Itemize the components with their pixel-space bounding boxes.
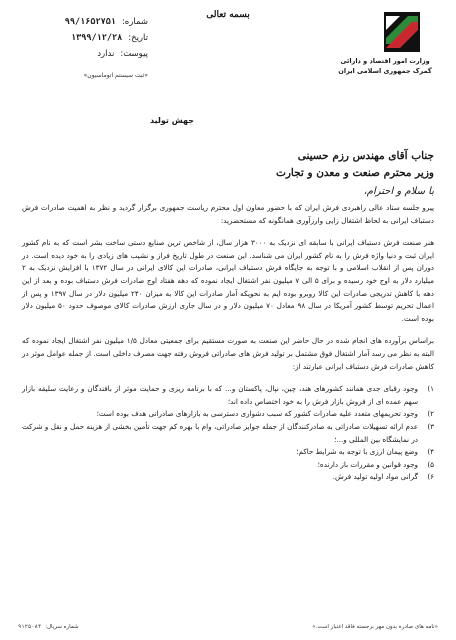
date-value: ۱۳۹۹/۱۲/۲۸ [71, 33, 123, 43]
number-label: شماره: [121, 17, 148, 27]
list-item: ۵) وجود قوانین و مقررات باز دارنده؛ [317, 459, 434, 469]
letter-body [22, 202, 434, 484]
body-paragraph-history: هنر صنعت فرش دستباف ایرانی با سابقه ای نزدیک به ۳۰۰۰ هزار سال، از شاخص ترین صنایع دستی ساخت بشر است که به نام کشور ایران ثبت و دنیا واژه فرش را به نام کشور ایران می شناسد. این صنعت در طول تاریخ فراز و نشیب های زیادی را به خود دیده است. در دوران پس از انقلاب اسلامی و با توجه به جایگاه فرش دستباف ایرانی، صادرات این کالای ایرانی در سال ۱۳۷۲ با افزایش نزدیک به ۲ میلیارد دلار به اوج خود رسیده و برای ۵ الی ۷ میلیون نفر اشتغال ایجاد نموده که دهه هفتاد اوج صادرات فرش دستباف بوده و بعد از این دهه با کاهش تدریجی صادرات این کالا روبرو بوده ایم به نحویکه آمار صادرات این کالا به میزان ۲۴۰ میلیون دلار در سال ۱۳۹۷ و پس از اعمال تحریم توسط کشور آمریکا در سال ۹۸ معادل ۷۰ میلیون دلار و در سال جاری ارزش صادرات کالای موصوف حدود ۵۰ میلیون دلار بوده است. [22, 238, 435, 323]
system-note: «ثبت سیستم اتوماسیون» [83, 72, 148, 79]
year-motto: جهش تولید [150, 116, 195, 125]
date-label: تاریخ: [128, 33, 148, 43]
bismillah-heading: بسمه تعالی [206, 10, 250, 20]
number-value: ۹۹/۱۶۵۲۷۵۱ [64, 17, 116, 27]
addressee-title: وزیر محترم صنعت و معدن و تجارت [275, 167, 434, 179]
addressee-name: جناب آقای مهندس رزم حسینی [297, 150, 434, 162]
list-item: ۳) عدم ارائه تسهیلات صادراتی به صادرکنندگان از جمله جوایز صادراتی، وام با بهره کم جهت تأمین بخشی از هزینه حمل و نقل و شرکت در نمایشگاه بین المللی و...؛ [22, 421, 434, 444]
letter-footer [18, 624, 438, 630]
letter-number-row [18, 14, 148, 30]
list-item: ۴) وضع پیمان ارزی با توجه به شرایط حاکم؛ [296, 447, 434, 457]
ministry-name: وزارت امور اقتصاد و دارائی [340, 57, 430, 65]
attachment-value: ندارد [97, 49, 115, 59]
attachment-label: پیوست: [120, 49, 148, 59]
attachment-row [18, 46, 148, 62]
letter-date-row [18, 30, 148, 46]
body-intro: پیرو جلسه ستاد عالی راهبردی فرش ایران که با حضور معاون اول محترم ریاست جمهوری برگزار گردید و نظر به اهمیت صادرات فرش دستباف ایرانی به لحاظ اشتغال زایی وارزآوری همانگونه که مستحضرید: [22, 203, 434, 225]
customs-logo-icon [378, 8, 426, 56]
addressee [40, 148, 434, 182]
list-item: ۶) گرانی مواد اولیه تولید فرش. [332, 472, 434, 482]
validity-note: «نامه های صادره بدون مهر برجسته فاقد اعتبار است.» [312, 624, 438, 630]
serial-label: شماره سریال: [45, 624, 79, 630]
customs-name: گمرک جمهوری اسلامی ایران [338, 67, 432, 75]
org-name [330, 56, 440, 76]
serial-number [18, 624, 79, 630]
factors-list [22, 383, 434, 484]
salutation: با سلام و احترام، [363, 186, 434, 197]
body-paragraph-factors: براساس برآورده های انجام شده در حال حاضر این صنعت به صورت مستقیم برای جمعیتی معادل ۱/۵ میلیون نفر اشتغال ایجاد نموده که البته به نظر می رسد آمار اشتغال فوق مشتمل بر تولید فرش های صادراتی فروش رفته جهت مصرف داخلی است. از جمله عوامل موثر در کاهش صادرات فرش دستباف ایرانی عبارتند از: [22, 336, 435, 371]
letter-meta [18, 14, 148, 84]
list-item: ۱) وجود رقبای جدی همانند کشورهای هند، چین، نپال، پاکستان و... که با برنامه ریزی و حمایت موثر از بافندگان و رعایت سلیقه بازار سهم عمده ای از فروش بازار فرش را به خود اختصاص داده اند؛ [22, 384, 434, 406]
serial-value: ۹۱۲۵۰۸۴ [18, 624, 42, 630]
list-item: ۲) وجود تحریمهای متعدد علیه صادرات کشور که سبب دشواری دسترسی به بازارهای صادراتی هدف بوده است؛ [96, 409, 434, 419]
